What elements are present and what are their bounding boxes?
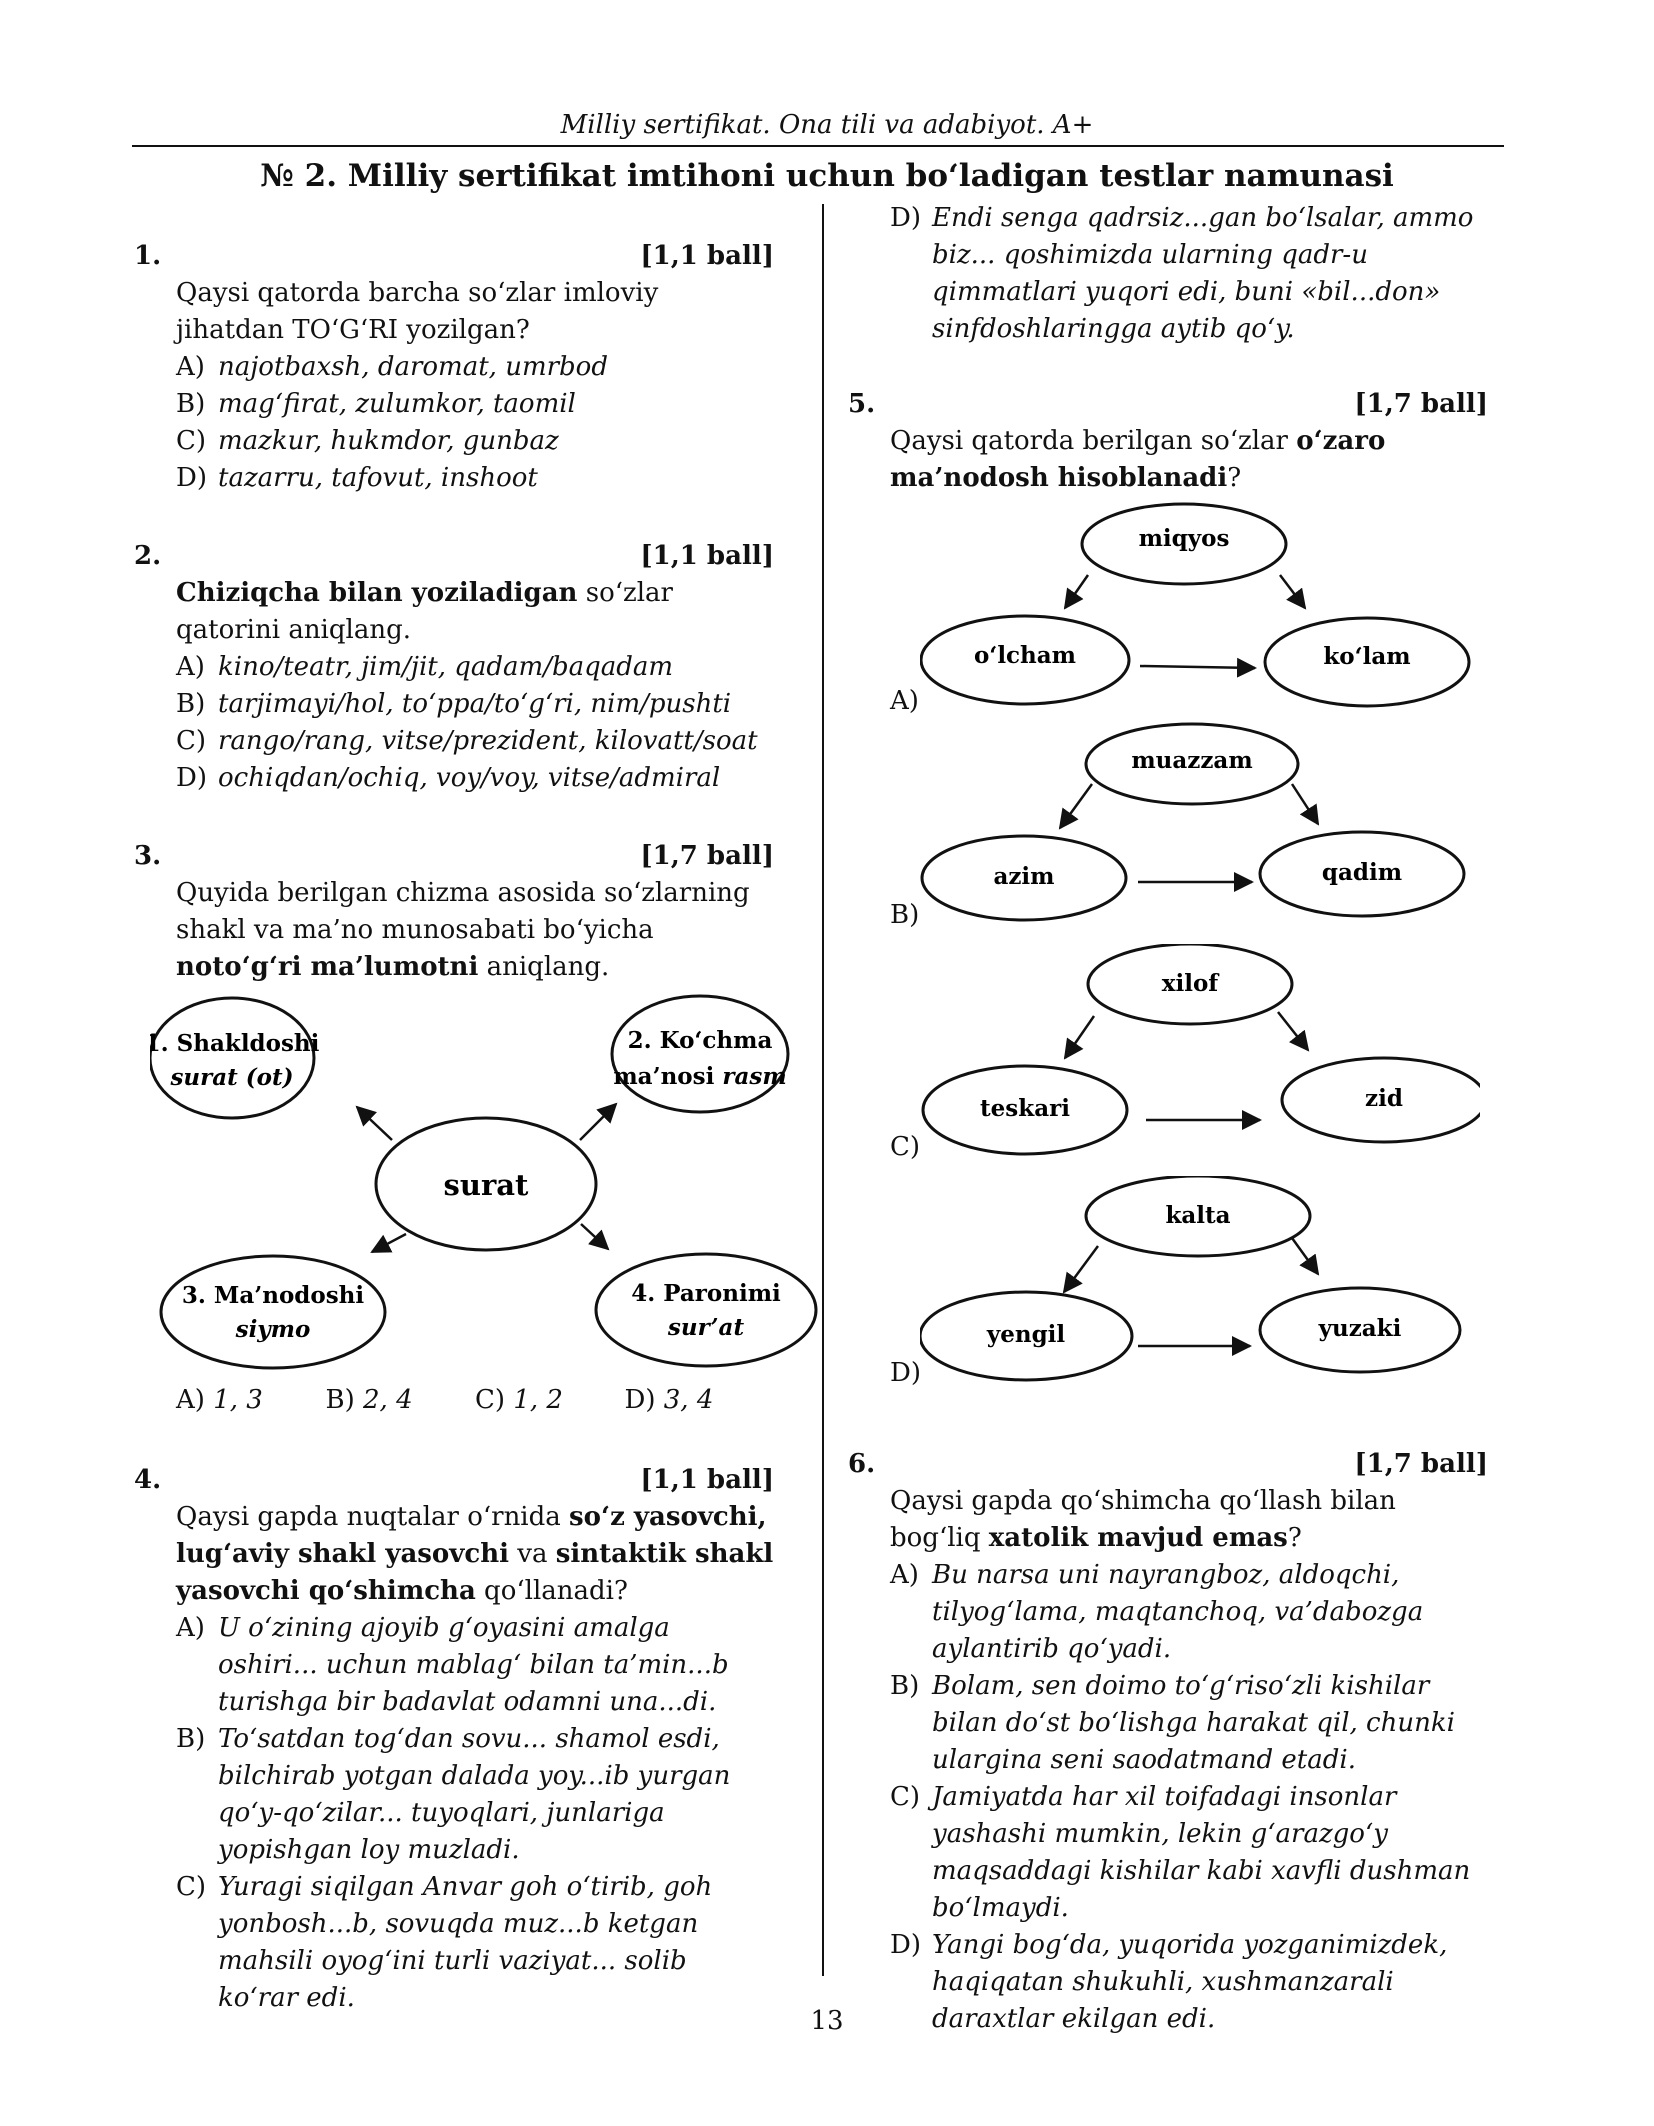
arrow-to-node-1: [357, 1107, 392, 1140]
question-number: 1.: [134, 241, 162, 271]
question-text: Qaysi gapda qo‘shimcha qo‘llash bilan bog‘liq xatolik mavjud emas?: [890, 1486, 1396, 1553]
question-header: [134, 538, 774, 575]
question-number: 4.: [134, 1465, 162, 1495]
question-3-options: [134, 1380, 774, 1419]
left-word: teskari: [980, 1095, 1070, 1122]
question-header: [848, 1446, 1488, 1483]
node-3-ellipse: [161, 1256, 385, 1368]
question-text: Chiziqcha bilan yoziladigan so‘zlar qatorini aniqlang.: [176, 578, 673, 645]
option-a[interactable]: A) 1, 3: [176, 1385, 263, 1415]
question-2: [134, 538, 774, 797]
node-1-title: 1. Shakldoshi: [150, 1030, 320, 1057]
left-word: yengil: [986, 1321, 1066, 1348]
question-points: [1,1 ball]: [640, 541, 774, 571]
running-header: Milliy sertifikat. Ona tili va adabiyot. A+: [560, 110, 1094, 140]
question-text: Qaysi qatorda barcha so‘zlar imloviy jihatdan TO‘G‘RI yozilgan?: [176, 278, 659, 345]
question-header: [134, 838, 774, 875]
question-6: [848, 1446, 1488, 2038]
header-rule: [132, 145, 1504, 147]
option-d[interactable]: D) 3, 4: [624, 1385, 714, 1415]
option-b[interactable]: B) Bolam, sen doimo to‘g‘riso‘zli kishilar bilan do‘st bo‘lishga harakat qil, chunki ulargina seni saodatmand etadi.: [890, 1671, 1455, 1775]
option-c[interactable]: C) 1, 2: [475, 1385, 563, 1415]
right-word: ko‘lam: [1323, 643, 1411, 670]
node-4-ellipse: [596, 1254, 816, 1366]
option-b[interactable]: B) To‘satdan tog‘dan sovu... shamol esdi, bilchirab yotgan dalada yoy...ib yurgan qo‘y-qo‘zilar... tuyoqlari, junlariga yopishgan loy muzladi.: [176, 1724, 731, 1865]
question-number: 2.: [134, 541, 162, 571]
question-1: [134, 238, 774, 497]
right-word: yuzaki: [1318, 1315, 1402, 1342]
question-points: [1,7 ball]: [1354, 1449, 1488, 1479]
question-points: [1,7 ball]: [1354, 389, 1488, 419]
arrow-to-node-2: [580, 1104, 616, 1140]
question-4-continued: [848, 200, 1512, 348]
right-word: zid: [1365, 1085, 1403, 1112]
node-2-title: 2. Ko‘chma: [627, 1027, 773, 1054]
question-header: [848, 386, 1488, 423]
svg-text:ma’nosi rasm: [613, 1063, 786, 1090]
option-a-diagram[interactable]: [920, 500, 1480, 720]
node-4-sub: sur’at: [667, 1314, 745, 1341]
option-a[interactable]: A) Bu narsa uni nayrangboz, aldoqchi, tilyog‘lama, maqtanchoq, va’dabozga aylantirib qo‘yadi.: [890, 1560, 1424, 1664]
arrow-to-node-4: [581, 1224, 608, 1249]
question-3: [134, 838, 774, 986]
question-header: [134, 1462, 774, 1499]
question-number: 5.: [848, 389, 876, 419]
option-b-letter[interactable]: B): [890, 900, 920, 930]
question-points: [1,1 ball]: [640, 1465, 774, 1495]
node-1-sub: surat (ot): [170, 1064, 294, 1091]
question-text: Quyida berilgan chizma asosida so‘zlarning shakl va ma’no munosabati bo‘yicha noto‘g‘ri ma’lumotni aniqlang.: [176, 878, 750, 982]
top-word: xilof: [1161, 970, 1219, 997]
option-a[interactable]: A) kino/teatr, jim/jit, qadam/baqadam: [176, 652, 674, 682]
arrow-to-node-3: [372, 1234, 406, 1252]
top-word: miqyos: [1138, 525, 1230, 552]
question-5: [848, 386, 1488, 497]
page-title: № 2. Milliy sertifikat imtihoni uchun bo‘ladigan testlar namunasi: [260, 158, 1394, 194]
question-4: [134, 1462, 774, 2017]
node-2-sub-a: ma’nosi: [613, 1063, 723, 1090]
node-1-ellipse: [150, 998, 314, 1118]
question-points: [1,1 ball]: [640, 241, 774, 271]
option-c[interactable]: C) Yuragi siqilgan Anvar goh o‘tirib, goh yonbosh...b, sovuqda muz...b ketgan mahsili oyog‘ini turli vaziyat... solib ko‘rar edi.: [176, 1872, 713, 2013]
node-4-title: 4. Paronimi: [631, 1280, 781, 1307]
option-d-letter[interactable]: D): [890, 1358, 921, 1388]
question-text: Qaysi qatorda berilgan so‘zlar o‘zaro ma’nodosh hisoblanadi?: [890, 426, 1386, 493]
left-word: azim: [993, 863, 1055, 890]
question-number: 6.: [848, 1449, 876, 1479]
option-c-letter[interactable]: C): [890, 1132, 921, 1162]
option-a-letter[interactable]: A): [890, 686, 919, 716]
option-b[interactable]: B) 2, 4: [325, 1385, 413, 1415]
option-d[interactable]: D) tazarru, tafovut, inshoot: [176, 463, 538, 493]
option-d-diagram[interactable]: [920, 1176, 1480, 1396]
right-word: qadim: [1321, 859, 1403, 886]
word-relation-diagram: [150, 990, 830, 1370]
page-number: 13: [810, 2006, 844, 2036]
center-word: surat: [443, 1168, 529, 1202]
option-b-diagram[interactable]: [920, 722, 1480, 942]
option-d[interactable]: D) ochiqdan/ochiq, voy/voy, vitse/admiral: [176, 763, 721, 793]
option-c[interactable]: C) mazkur, hukmdor, gunbaz: [176, 426, 559, 456]
option-a[interactable]: A) U o‘zining ajoyib g‘oyasini amalga oshiri... uchun mablag‘ bilan ta’min...b turishga bir badavlat odamni una...di.: [176, 1613, 729, 1717]
option-c-diagram[interactable]: [920, 944, 1480, 1164]
option-a[interactable]: A) najotbaxsh, daromat, umrbod: [176, 352, 608, 382]
left-word: o‘lcham: [973, 642, 1077, 669]
top-word: kalta: [1165, 1202, 1231, 1229]
node-2-ellipse: [612, 996, 788, 1112]
question-points: [1,7 ball]: [640, 841, 774, 871]
option-b[interactable]: B) tarjimayi/hol, to‘ppa/to‘g‘ri, nim/pushti: [176, 689, 732, 719]
option-d[interactable]: D) Yangi bog‘da, yuqorida yozganimizdek, haqiqatan shukuhli, xushmanzarali daraxtlar ekilgan edi.: [890, 1930, 1448, 2034]
option-c[interactable]: C) Jamiyatda har xil toifadagi insonlar yashashi mumkin, lekin g‘arazgo‘y maqsaddagi kishilar kabi xavfli dushman bo‘lmaydi.: [890, 1782, 1471, 1923]
node-3-sub: siymo: [235, 1316, 311, 1343]
node-3-title: 3. Ma’nodoshi: [181, 1282, 365, 1309]
question-number: 3.: [134, 841, 162, 871]
node-2-sub-b: rasm: [722, 1063, 787, 1090]
question-text: Qaysi gapda nuqtalar o‘rnida so‘z yasovchi, lug‘aviy shakl yasovchi va sintaktik shakl yasovchi qo‘shimcha qo‘llanadi?: [176, 1502, 774, 1606]
question-header: [134, 238, 774, 275]
option-c[interactable]: C) rango/rang, vitse/prezident, kilovatt/soat: [176, 726, 758, 756]
option-d[interactable]: D) Endi senga qadrsiz...gan bo‘lsalar, ammo biz... qoshimizda ularning qadr-u qimmatlari yuqori edi, buni «bil...don» sinfdoshlaringga aytib qo‘y.: [890, 203, 1474, 344]
option-b[interactable]: B) mag‘firat, zulumkor, taomil: [176, 389, 576, 419]
top-word: muazzam: [1131, 747, 1253, 774]
